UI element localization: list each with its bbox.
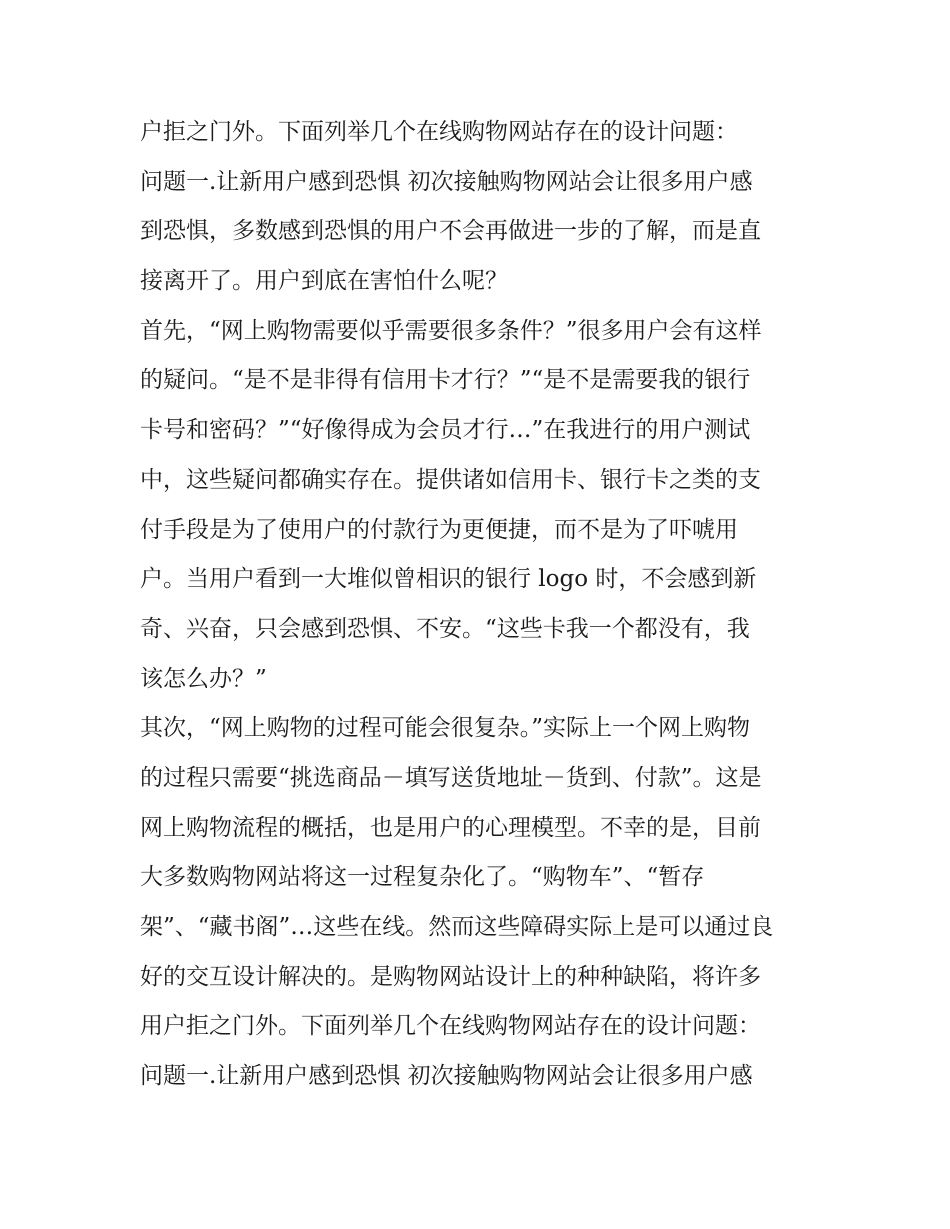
text-line: 网上购物流程的概括，也是用户的心理模型。不幸的是，目前 bbox=[140, 814, 761, 841]
text-line: 接离开了。用户到底在害怕什么呢？ bbox=[140, 268, 508, 295]
text-line: 架”、“藏书阁”…这些在线。然而这些障碍实际上是可以通过良 bbox=[140, 914, 774, 940]
text-line: 该怎么办？” bbox=[140, 665, 267, 692]
text-line: 户。当用户看到一大堆似曾相识的银行 logo 时，不会感到新 bbox=[140, 566, 757, 593]
text-line: 的过程只需要“挑选商品－填写送货地址－货到、付款”。这是 bbox=[140, 764, 762, 791]
text-line: 奇、兴奋，只会感到恐惧、不安。“这些卡我一个都没有，我 bbox=[140, 615, 750, 642]
text-line: 付手段是为了使用户的付款行为更便捷，而不是为了吓唬用 bbox=[140, 516, 738, 543]
text-line: 的疑问。“是不是非得有信用卡才行？”“是不是需要我的银行 bbox=[140, 367, 751, 394]
text-line: 中，这些疑问都确实存在。提供诸如信用卡、银行卡之类的支 bbox=[140, 466, 761, 493]
text-line: 好的交互设计解决的。是购物网站设计上的种种缺陷，将许多 bbox=[140, 963, 761, 990]
text-line: 卡号和密码？”“好像得成为会员才行…”在我进行的用户测试 bbox=[140, 417, 751, 444]
text-line: 到恐惧，多数感到恐惧的用户不会再做进一步的了解，而是直 bbox=[140, 218, 761, 245]
text-line: 用户拒之门外。下面列举几个在线购物网站存在的设计问题： bbox=[140, 1013, 761, 1040]
text-line: 问题一.让新用户感到恐惧 初次接触购物网站会让很多用户感 bbox=[140, 168, 753, 195]
text-line: 大多数购物网站将这一过程复杂化了。“购物车”、“暂存 bbox=[140, 864, 705, 891]
text-line: 其次，“网上购物的过程可能会很复杂。”实际上一个网上购物 bbox=[140, 715, 751, 742]
text-line: 户拒之门外。下面列举几个在线购物网站存在的设计问题： bbox=[140, 119, 738, 145]
body-text bbox=[140, 108, 820, 1102]
text-line: 首先，“网上购物需要似乎需要很多条件？”很多用户会有这样 bbox=[140, 317, 762, 344]
text-line: 问题一.让新用户感到恐惧 初次接触购物网站会让很多用户感 bbox=[140, 1063, 753, 1090]
